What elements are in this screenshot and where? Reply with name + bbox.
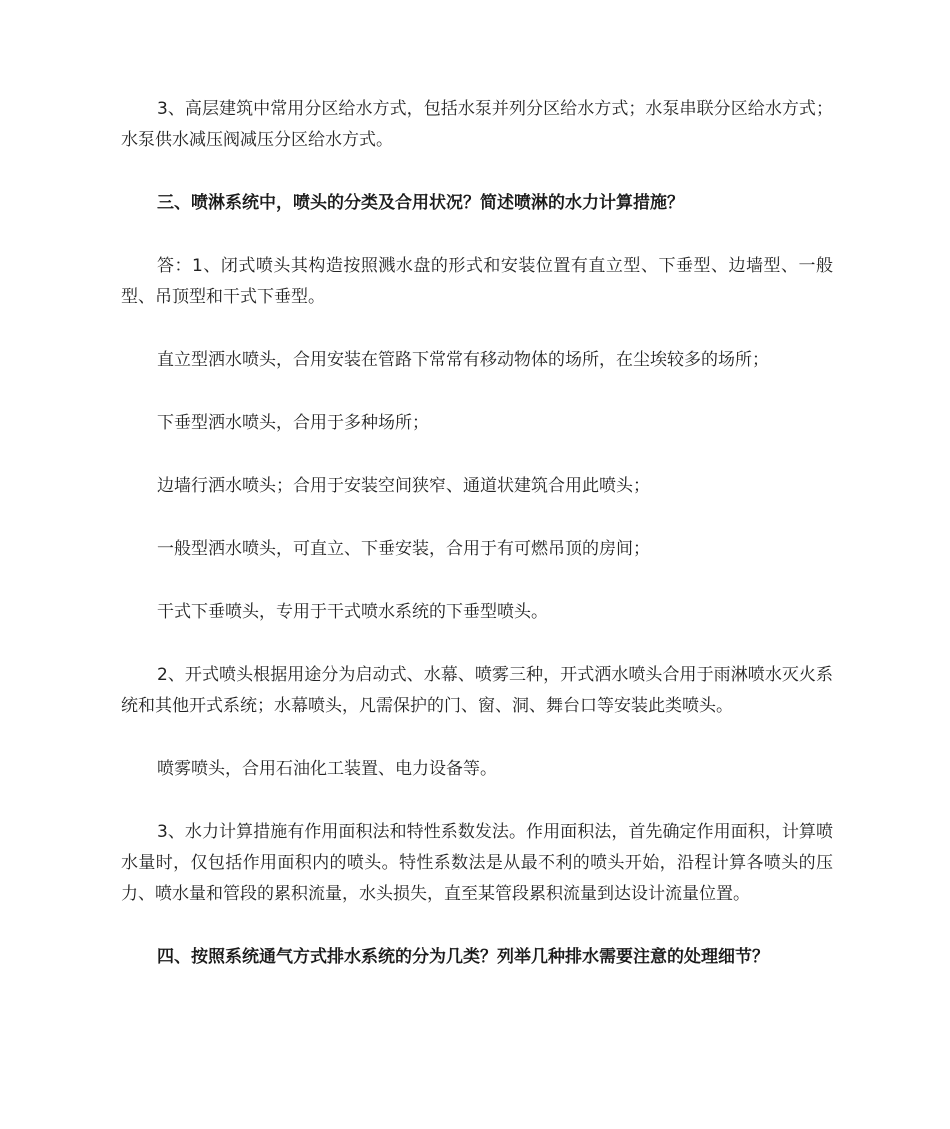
- paragraph-pendent-sprinkler: 下垂型洒水喷头，合用于多种场所；: [157, 413, 429, 433]
- paragraph-hydraulic-calculation: 3、水力计算措施有作用面积法和特性系数发法。作用面积法，首先确定作用面积，计算喷水量时，仅包括作用面积内的喷头。特性系数法是从最不利的喷头开始，沿程计算各喷头的压力、喷水量和管段的累积流量，水头损失，直至某管段累积流量到达设计流量位置。: [121, 822, 833, 904]
- section-heading-drainage: 四、按照系统通气方式排水系统的分为几类？列举几种排水需要注意的处理细节？: [157, 947, 769, 967]
- paragraph-dry-pendent-sprinkler: 干式下垂喷头，专用于干式喷水系统的下垂型喷头。: [157, 602, 548, 622]
- paragraph-spray-nozzle: 喷雾喷头，合用石油化工装置、电力设备等。: [157, 759, 497, 779]
- paragraph-upright-sprinkler: 直立型洒水喷头，合用安装在管路下常常有移动物体的场所，在尘埃较多的场所；: [157, 350, 769, 370]
- paragraph-sidewall-sprinkler: 边墙行洒水喷头；合用于安装空间狭窄、通道状建筑合用此喷头；: [157, 476, 650, 496]
- paragraph-zoning-water-supply: 3、高层建筑中常用分区给水方式，包括水泵并列分区给水方式；水泵串联分区给水方式；水泵供水减压阀减压分区给水方式。: [121, 99, 833, 150]
- paragraph-closed-sprinkler-types: 答：1、闭式喷头其构造按照溅水盘的形式和安装位置有直立型、下垂型、边墙型、一般型、吊顶型和干式下垂型。: [121, 256, 833, 307]
- paragraph-conventional-sprinkler: 一般型洒水喷头，可直立、下垂安装，合用于有可燃吊顶的房间；: [157, 539, 650, 559]
- section-heading-sprinkler: 三、喷淋系统中，喷头的分类及合用状况？简述喷淋的水力计算措施？: [157, 193, 684, 213]
- document-body: [121, 94, 833, 1005]
- paragraph-open-sprinkler: 2、开式喷头根据用途分为启动式、水幕、喷雾三种，开式洒水喷头合用于雨淋喷水灭火系统和其他开式系统；水幕喷头，凡需保护的门、窗、洞、舞台口等安装此类喷头。: [121, 665, 833, 716]
